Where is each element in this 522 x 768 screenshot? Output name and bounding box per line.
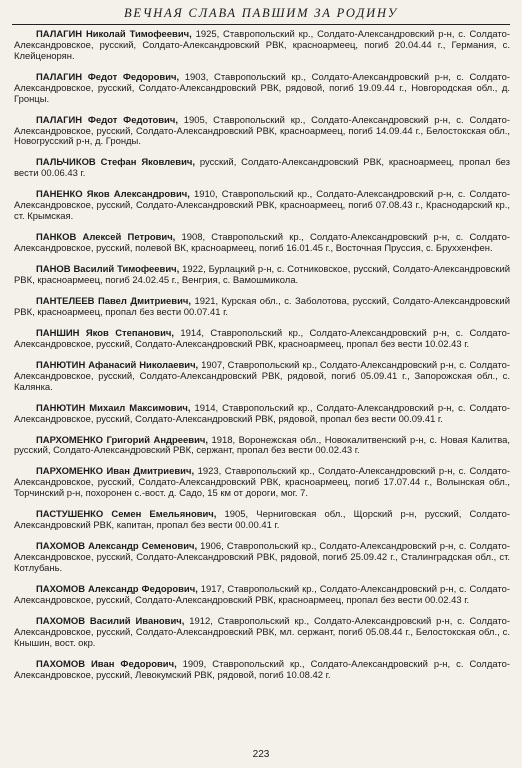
memorial-entry bbox=[14, 436, 510, 458]
entry-details: 1907, Ставропольский кр., Солдато-Александровский р-н, с. Солдато-Александровское, русский, Солдато-Александровский РВК, рядовой, погиб 05.09.41 г., Запорожская обл., с. Калянка. bbox=[14, 359, 510, 393]
entry-details: 1912, Ставропольский кр., Солдато-Александровский р-н, с. Солдато-Александровское, русский, Солдато-Александровский РВК, мл. сержант, погиб 05.08.44 г., Белостокская обл., с. Кнышин, вост. окр. bbox=[14, 615, 510, 649]
entry-details: 1923, Ставропольский кр., Солдато-Александровский р-н, с. Солдато-Александровское, русский, Солдато-Александровский РВК, красноармеец, погиб 17.07.44 г., Волынская обл., Торчинский р-н, похоронен с.-вост. д. Садо, 15 км от дороги, мог. 7. bbox=[14, 466, 510, 500]
person-name: ПАНЮТИН Михаил Максимович, bbox=[36, 402, 191, 414]
entry-details: 1925, Ставропольский кр., Солдато-Александровский р-н, с. Солдато-Александровское, русский, Солдато-Александровский РВК, красноармеец, погиб 20.04.44 г., Германия, с. Клейценорян. bbox=[14, 29, 510, 62]
memorial-entry bbox=[14, 467, 510, 500]
person-name: ПАХОМОВ Василий Иванович, bbox=[36, 615, 185, 627]
memorial-entry bbox=[14, 404, 510, 426]
person-name: ПАНЕНКО Яков Александрович, bbox=[36, 189, 190, 201]
memorial-entry bbox=[14, 617, 510, 650]
entry-details: 1903, Ставропольский кр., Солдато-Александровский р-н, с. Солдато-Александровское, русский, Солдато-Александровский РВК, рядовой, погиб 19.09.44 г., Новгородская обл., д. Гронцы. bbox=[14, 71, 510, 105]
person-name: ПАРХОМЕНКО Григорий Андреевич, bbox=[36, 434, 208, 446]
memorial-entry bbox=[14, 297, 510, 319]
person-name: ПАЛАГИН Федот Федотович, bbox=[36, 114, 178, 126]
memorial-entry bbox=[14, 190, 510, 223]
memorial-entry bbox=[14, 265, 510, 287]
person-name: ПАХОМОВ Александр Федорович, bbox=[36, 583, 198, 595]
person-name: ПАНОВ Василий Тимофеевич, bbox=[36, 264, 180, 276]
entry-details: 1909, Ставропольский кр., Солдато-Александровский р-н, с. Солдато-Александровское, русский, Левокумский РВК, рядовой, погиб 10.08.42 г. bbox=[14, 658, 510, 681]
entry-details: русский, Солдато-Александровский РВК, красноармеец, пропал без вести 00.06.43 г. bbox=[14, 157, 511, 180]
memorial-entry bbox=[14, 233, 510, 255]
entry-details: 1908, Ставропольский кр., Солдато-Александровский р-н, с. Солдато-Александровское, русский, полевой ВК, красноармеец, погиб 16.01.45 г., Восточная Пруссия, с. Бруххенфен. bbox=[14, 232, 510, 255]
person-name: ПАНКОВ Алексей Петрович, bbox=[36, 232, 176, 244]
memorial-entry bbox=[14, 660, 510, 682]
person-name: ПАНЮТИН Афанасий Николаевич, bbox=[36, 359, 199, 371]
person-name: ПАНШИН Яков Степанович, bbox=[36, 327, 174, 339]
memorial-entry bbox=[14, 585, 510, 607]
memorial-entry-list bbox=[14, 30, 510, 692]
memorial-entry bbox=[14, 116, 510, 149]
person-name: ПАХОМОВ Иван Федорович, bbox=[36, 658, 177, 670]
page-number: 223 bbox=[252, 749, 270, 760]
entry-details: 1905, Ставропольский кр., Солдато-Александровский р-н, с. Солдато-Александровское, русский, Солдато-Александровский РВК, красноармеец, погиб 14.09.44 г., Белостокская обл., Новогрусский р-н, д. Гронды. bbox=[14, 114, 510, 148]
person-name: ПАСТУШЕНКО Семен Емельянович, bbox=[36, 509, 217, 521]
entry-details: 1914, Ставропольский кр., Солдато-Александровский р-н, с. Солдато-Александровское, русский, Солдато-Александровский РВК, рядовой, пропал без вести 00.09.41 г. bbox=[14, 402, 510, 425]
memorial-entry bbox=[14, 158, 510, 180]
entry-details: 1906, Ставропольский кр., Солдато-Александровский р-н, с. Солдато-Александровское, русский, Солдато-Александровский РВК, рядовой, погиб 25.09.42 г., Сталинградская обл., ст. Котлубань. bbox=[14, 541, 510, 574]
entry-details: 1921, Курская обл., с. Заболотова, русский, Солдато-Александровский РВК, красноармеец, пропал без вести 00.07.41 г. bbox=[14, 295, 510, 318]
person-name: ПАЛЬЧИКОВ Стефан Яковлевич, bbox=[36, 157, 195, 169]
person-name: ПАХОМОВ Александр Семенович, bbox=[36, 541, 198, 553]
person-name: ПАРХОМЕНКО Иван Дмитриевич, bbox=[36, 466, 195, 478]
memorial-entry bbox=[14, 73, 510, 106]
person-name: ПАЛАГИН Федот Федорович, bbox=[36, 71, 180, 83]
entry-details: 1917, Ставропольский кр., Солдато-Александровский р-н, с. Солдато-Александровское, русский, Солдато-Александровский РВК, красноармеец, пропал без вести 00.02.43 г. bbox=[14, 583, 510, 606]
memorial-entry bbox=[14, 329, 510, 351]
memorial-entry bbox=[14, 542, 510, 575]
memorial-entry bbox=[14, 510, 510, 532]
memorial-entry bbox=[14, 361, 510, 394]
entry-details: 1910, Ставропольский кр., Солдато-Александровский р-н, с. Солдато-Александровское, русский, Солдато-Александровский РВК, красноармеец, погиб 07.08.43 г., Краснодарский кр., ст. Крымская. bbox=[14, 189, 510, 223]
entry-details: 1922, Бурлацкий р-н, с. Сотниковское, русский, Солдато-Александровский РВК, красноармеец, погиб 24.02.45 г., Венгрия, с. Вамошмикола. bbox=[14, 264, 510, 286]
person-name: ПАЛАГИН Николай Тимофеевич, bbox=[36, 29, 192, 40]
person-name: ПАНТЕЛЕЕВ Павел Дмитриевич, bbox=[36, 295, 192, 307]
memorial-entry bbox=[14, 30, 510, 63]
page-header bbox=[12, 2, 510, 25]
entry-details: 1918, Воронежская обл., Новокалитвенский р-н, с. Новая Калитва, русский, Солдато-Александровский РВК, сержант, пропал без вести 00.02.43 г. bbox=[14, 434, 510, 457]
entry-details: 1905, Черниговская обл., Щорский р-н, русский, Солдато-Александровский РВК, капитан, пропал без вести 00.00.41 г. bbox=[14, 509, 511, 532]
running-title: ВЕЧНАЯ СЛАВА ПАВШИМ ЗА РОДИНУ bbox=[123, 6, 399, 20]
entry-details: 1914, Ставропольский кр., Солдато-Александровский р-н, с. Солдато-Александровское, русский, Солдато-Александровский РВК, красноармеец, пропал без вести 10.02.43 г. bbox=[14, 327, 510, 350]
